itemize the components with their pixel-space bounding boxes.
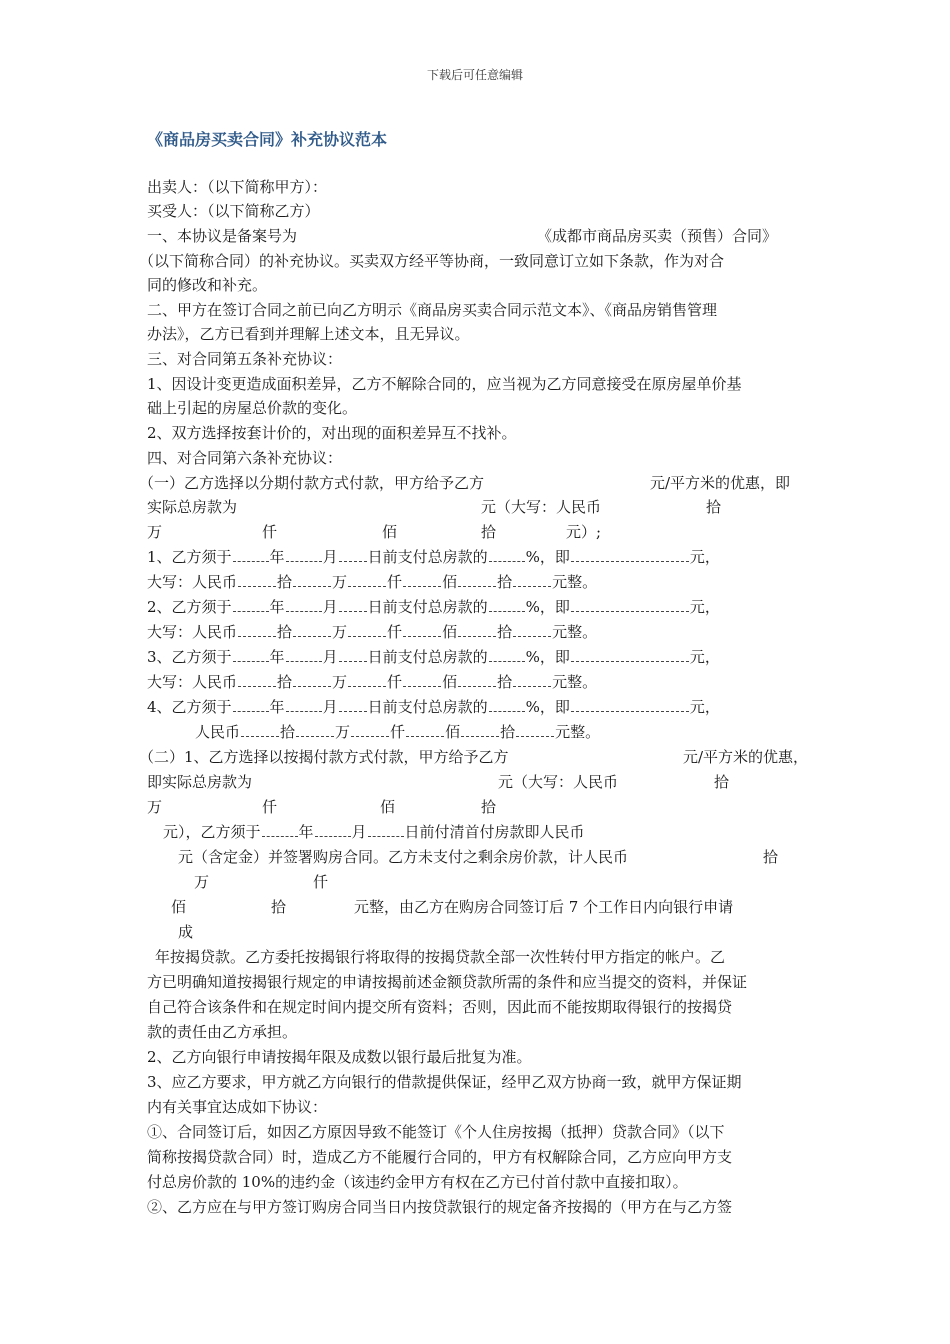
qian-blank[interactable] xyxy=(348,671,386,687)
buyer-line: 买受人：（以下简称乙方） xyxy=(147,202,320,220)
loan-application-text: 元整，由乙方在购房合同签订后 7 个工作日内向银行申请 xyxy=(354,898,734,916)
unit-wan: 万 xyxy=(194,873,210,891)
percent-blank[interactable] xyxy=(489,546,525,562)
percent-blank[interactable] xyxy=(489,696,525,712)
shi-label: 拾 xyxy=(500,723,516,741)
zheng-label: 元整。 xyxy=(552,573,598,591)
qian-label: 仟 xyxy=(387,573,403,591)
clause-1-line-a: 一、本协议是备案号为 xyxy=(147,227,298,245)
clause-4-heading: 四、对合同第六条补充协议： xyxy=(147,449,343,467)
words-label: 大写：人民币 xyxy=(147,623,238,641)
shi-label: 拾 xyxy=(277,623,293,641)
document-title: 《商品房买卖合同》补充协议范本 xyxy=(147,130,388,149)
wan-label: 万 xyxy=(332,573,348,591)
installment-line xyxy=(147,595,720,619)
shi-wan-blank[interactable] xyxy=(238,621,276,637)
year-label: 年 xyxy=(269,598,285,616)
total-price-label: 实际总房款为 xyxy=(147,498,238,516)
cheng-text: 成 xyxy=(178,923,194,941)
shi-label: 拾 xyxy=(277,573,293,591)
shi-blank[interactable] xyxy=(461,721,499,737)
item-1-line-c: 付总房价款的 10%的违约金（该违约金甲方有权在乙方已付首付款中直接扣取）。 xyxy=(147,1173,688,1191)
day-blank[interactable] xyxy=(339,546,367,562)
bai-label: 佰 xyxy=(445,723,461,741)
clause-1-contract-name: 《成都市商品房买卖（预售）合同》 xyxy=(537,227,778,245)
words-label: 人民币 xyxy=(195,723,241,741)
unit-shi: 拾 xyxy=(706,498,722,516)
wan-blank[interactable] xyxy=(293,621,331,637)
amount-blank[interactable] xyxy=(571,696,689,712)
unit-shi-2: 拾 xyxy=(271,898,287,916)
month-blank[interactable] xyxy=(286,596,322,612)
year-label: 年 xyxy=(269,698,285,716)
shi-label: 拾 xyxy=(280,723,296,741)
installment-words-line xyxy=(147,570,597,594)
percent-blank[interactable] xyxy=(489,646,525,662)
year-label: 年 xyxy=(298,823,314,841)
month-blank[interactable] xyxy=(286,696,322,712)
clause-2-line-a: 二、甲方在签订合同之前已向乙方明示《商品房买卖合同示范文本》、《商品房销售管理 xyxy=(147,301,718,319)
percent-blank[interactable] xyxy=(489,596,525,612)
mortgage-total-unit: 元（大写：人民币 xyxy=(498,773,619,791)
year-blank[interactable] xyxy=(233,696,269,712)
down-payment-label: 元），乙方须于 xyxy=(163,823,261,841)
month-label: 月 xyxy=(322,598,338,616)
clause-4-1-text-end: 元/平方米的优惠，即 xyxy=(650,474,791,492)
wan-blank[interactable] xyxy=(293,671,331,687)
day-label: 日前支付总房款的 xyxy=(367,698,488,716)
clause-4-1-text: （一）乙方选择以分期付款方式付款，甲方给予乙方 xyxy=(139,474,485,492)
installment-words-line xyxy=(195,720,600,744)
day-label: 日前支付总房款的 xyxy=(367,598,488,616)
unit-bai: 佰 xyxy=(171,898,187,916)
clause-guarantee-b: 内有关事宜达成如下协议： xyxy=(147,1098,328,1116)
bai-blank[interactable] xyxy=(403,571,441,587)
yuan-label: 元， xyxy=(689,548,720,566)
day-label: 日前支付总房款的 xyxy=(367,548,488,566)
unit-qian: 仟 xyxy=(313,873,329,891)
installment-words-line xyxy=(147,620,597,644)
qian-label: 仟 xyxy=(390,723,406,741)
installment-words-line xyxy=(147,670,597,694)
clause-3-heading: 三、对合同第五条补充协议： xyxy=(147,350,343,368)
unit-qian: 仟 xyxy=(262,798,278,816)
installment-line xyxy=(147,695,720,719)
unit-shi: 拾 xyxy=(763,848,779,866)
qian-blank[interactable] xyxy=(348,571,386,587)
clause-3-1-line-a: 1、因设计变更造成面积差异，乙方不解除合同的，应当视为乙方同意接受在原房屋单价基 xyxy=(147,375,742,393)
wan-label: 万 xyxy=(332,623,348,641)
yuan-blank[interactable] xyxy=(516,721,554,737)
yuan-label: 元， xyxy=(689,698,720,716)
qian-label: 仟 xyxy=(387,623,403,641)
mortgage-para-a: 年按揭贷款。乙方委托按揭银行将取得的按揭贷款全部一次性转付甲方指定的帐户。乙 xyxy=(155,948,726,966)
unit-bai: 佰 xyxy=(380,798,396,816)
mortgage-option-text: （二）1、乙方选择以按揭付款方式付款，甲方给予乙方 xyxy=(139,748,509,766)
day-blank[interactable] xyxy=(339,596,367,612)
month-label: 月 xyxy=(322,698,338,716)
item-1-line-b: 简称按揭贷款合同）时，造成乙方不能履行合同的，甲方有权解除合同，乙方应向甲方支 xyxy=(147,1148,733,1166)
month-blank[interactable] xyxy=(315,821,351,837)
amount-blank[interactable] xyxy=(571,646,689,662)
month-label: 月 xyxy=(322,548,338,566)
wan-blank[interactable] xyxy=(293,571,331,587)
qian-label: 仟 xyxy=(387,673,403,691)
bai-label: 佰 xyxy=(442,673,458,691)
item-2-line-a: ②、乙方应在与甲方签订购房合同当日内按贷款银行的规定备齐按揭的（甲方在与乙方签 xyxy=(147,1198,733,1216)
day-blank[interactable] xyxy=(368,821,404,837)
shi-wan-blank[interactable] xyxy=(238,671,276,687)
yuan-blank[interactable] xyxy=(513,621,551,637)
percent-label: %，即 xyxy=(525,598,570,616)
shi-blank[interactable] xyxy=(458,671,496,687)
zheng-label: 元整。 xyxy=(552,673,598,691)
total-price-unit: 元（大写：人民币 xyxy=(481,498,602,516)
clause-1-line-c: 同的修改和补充。 xyxy=(147,276,268,294)
installment-label: 3、乙方须于 xyxy=(147,648,232,666)
amount-blank[interactable] xyxy=(571,596,689,612)
bai-blank[interactable] xyxy=(403,621,441,637)
unit-wan: 万 xyxy=(147,523,163,541)
month-label: 月 xyxy=(322,648,338,666)
shi-wan-blank[interactable] xyxy=(241,721,279,737)
installment-line xyxy=(147,645,720,669)
month-label: 月 xyxy=(351,823,367,841)
down-payment-text: 日前付清首付房款即人民币 xyxy=(404,823,585,841)
mortgage-total-label: 即实际总房款为 xyxy=(147,773,253,791)
shi-label: 拾 xyxy=(277,673,293,691)
unit-shi: 拾 xyxy=(714,773,730,791)
shi-blank[interactable] xyxy=(458,571,496,587)
unit-shi-2: 拾 xyxy=(481,798,497,816)
unit-qian: 仟 xyxy=(262,523,278,541)
year-label: 年 xyxy=(269,648,285,666)
wan-label: 万 xyxy=(335,723,351,741)
seller-line: 出卖人：（以下简称甲方）： xyxy=(147,178,328,196)
clause-loan-term: 2、乙方向银行申请按揭年限及成数以银行最后批复为准。 xyxy=(147,1048,532,1066)
day-blank[interactable] xyxy=(339,696,367,712)
year-blank[interactable] xyxy=(262,821,298,837)
zheng-label: 元整。 xyxy=(555,723,601,741)
year-label: 年 xyxy=(269,548,285,566)
bai-label: 佰 xyxy=(442,573,458,591)
shi-blank[interactable] xyxy=(458,621,496,637)
qian-blank[interactable] xyxy=(351,721,389,737)
percent-label: %，即 xyxy=(525,648,570,666)
words-label: 大写：人民币 xyxy=(147,573,238,591)
clause-guarantee-a: 3、应乙方要求，甲方就乙方向银行的借款提供保证，经甲乙双方协商一致，就甲方保证期 xyxy=(147,1073,742,1091)
month-blank[interactable] xyxy=(286,646,322,662)
words-label: 大写：人民币 xyxy=(147,673,238,691)
clause-1-line-b: （以下简称合同）的补充协议。买卖双方经平等协商，一致同意订立如下条款，作为对合 xyxy=(139,252,725,270)
percent-label: %，即 xyxy=(525,548,570,566)
clause-3-1-line-b: 础上引起的房屋总价款的变化。 xyxy=(147,399,358,417)
shi-label: 拾 xyxy=(497,623,513,641)
unit-yuan-close: 元）; xyxy=(566,523,602,541)
installment-label: 1、乙方须于 xyxy=(147,548,232,566)
year-blank[interactable] xyxy=(233,646,269,662)
percent-label: %，即 xyxy=(525,698,570,716)
mortgage-para-b: 方已明确知道按揭银行规定的申请按揭前述金额贷款所需的条件和应当提交的资料，并保证 xyxy=(147,973,748,991)
shi-label: 拾 xyxy=(497,673,513,691)
qian-blank[interactable] xyxy=(348,621,386,637)
wan-blank[interactable] xyxy=(296,721,334,737)
mortgage-para-c: 自己符合该条件和在规定时间内提交所有资料；否则，因此而不能按期取得银行的按揭贷 xyxy=(147,998,733,1016)
zheng-label: 元整。 xyxy=(552,623,598,641)
clause-2-line-b: 办法》，乙方已看到并理解上述文本，且无异议。 xyxy=(147,325,470,343)
yuan-label: 元， xyxy=(689,648,720,666)
month-blank[interactable] xyxy=(286,546,322,562)
bai-blank[interactable] xyxy=(403,671,441,687)
unit-shi-2: 拾 xyxy=(481,523,497,541)
day-label: 日前支付总房款的 xyxy=(367,648,488,666)
shi-wan-blank[interactable] xyxy=(238,571,276,587)
shi-label: 拾 xyxy=(497,573,513,591)
bai-blank[interactable] xyxy=(406,721,444,737)
yuan-blank[interactable] xyxy=(513,671,551,687)
wan-label: 万 xyxy=(332,673,348,691)
clause-3-2-line: 2、双方选择按套计价的，对出现的面积差异互不找补。 xyxy=(147,424,517,442)
installment-label: 2、乙方须于 xyxy=(147,598,232,616)
year-blank[interactable] xyxy=(233,596,269,612)
bai-label: 佰 xyxy=(442,623,458,641)
deposit-line: 元（含定金）并签署购房合同。乙方未支付之剩余房价款，计人民币 xyxy=(178,848,629,866)
yuan-label: 元， xyxy=(689,598,720,616)
item-1-line-a: ①、合同签订后，如因乙方原因导致不能签订《个人住房按揭（抵押）贷款合同》（以下 xyxy=(147,1123,725,1141)
down-payment-line xyxy=(163,820,585,844)
unit-wan: 万 xyxy=(147,798,163,816)
amount-blank[interactable] xyxy=(571,546,689,562)
mortgage-option-text-end: 元/平方米的优惠， xyxy=(683,748,809,766)
yuan-blank[interactable] xyxy=(513,571,551,587)
unit-bai: 佰 xyxy=(382,523,398,541)
year-blank[interactable] xyxy=(233,546,269,562)
page-header: 下载后可任意编辑 xyxy=(426,68,523,82)
installment-line xyxy=(147,545,720,569)
installment-label: 4、乙方须于 xyxy=(147,698,232,716)
mortgage-para-d: 款的责任由乙方承担。 xyxy=(147,1023,298,1041)
day-blank[interactable] xyxy=(339,646,367,662)
